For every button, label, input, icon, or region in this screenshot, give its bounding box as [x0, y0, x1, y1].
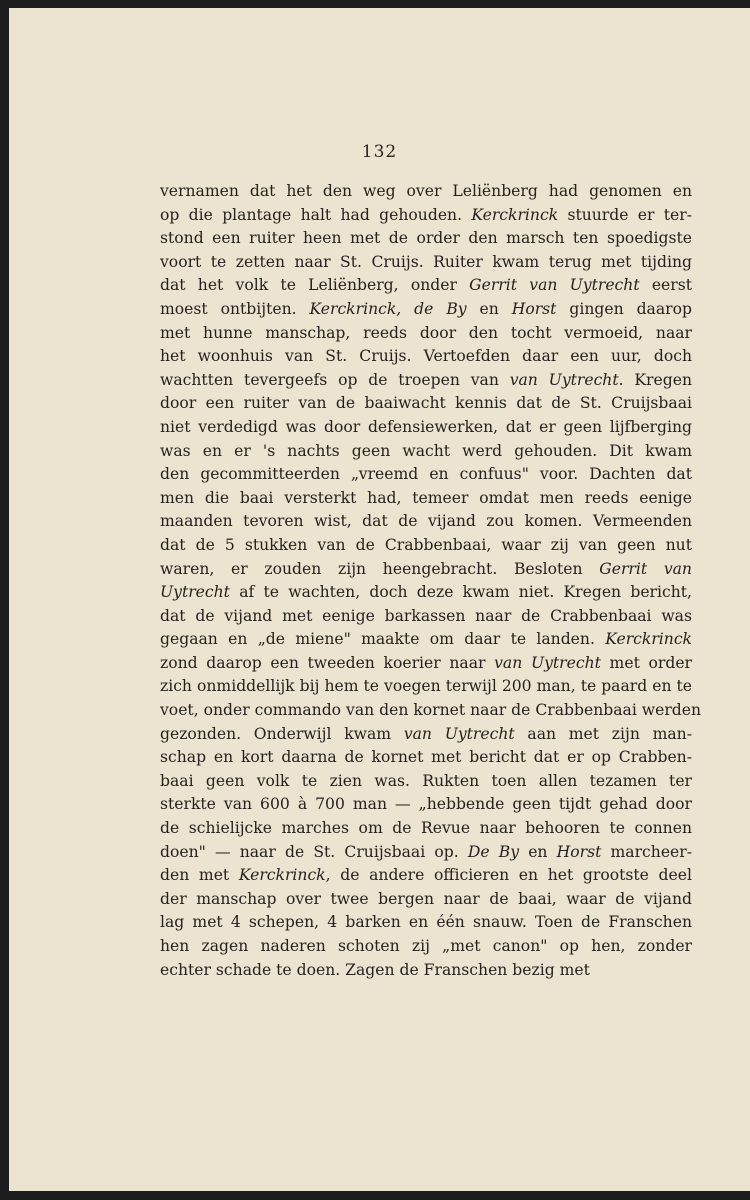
text-line: men die baai versterkt had, temeer omdat men reeds eenige	[160, 488, 692, 507]
text-line: Uytrecht af te wachten, doch deze kwam niet. Kregen bericht,	[160, 583, 692, 602]
text-line: echter schade te doen. Zagen de Franschen bezig met	[160, 960, 590, 979]
italic-name: van Uytrecht	[494, 653, 601, 672]
text-line: wachtten tevergeefs op de troepen van van Uytrecht. Kregen	[160, 370, 692, 389]
text-line: dat het volk te Leliënberg, onder Gerrit van Uytrecht eerst	[160, 276, 693, 295]
body-text	[160, 180, 702, 982]
italic-name: Gerrit van Uytrecht	[469, 276, 640, 295]
text-line: de schielijcke marches om de Revue naar behooren te connen	[160, 819, 692, 838]
italic-name: Uytrecht	[160, 583, 230, 602]
text-line: stond een ruiter heen met de order den marsch ten spoedigste	[160, 229, 692, 248]
text-line: gezonden. Onderwijl kwam van Uytrecht aan met zijn man-	[160, 724, 692, 743]
text-line: den gecommitteerden „vreemd en confuus" voor. Dachten dat	[160, 465, 692, 484]
book-page	[9, 8, 750, 1191]
text-line: moest ontbijten. Kerckrinck, de By en Horst gingen daarop	[160, 299, 692, 318]
text-line: lag met 4 schepen, 4 barken en één snauw. Toen de Franschen	[160, 913, 692, 932]
italic-name: van Uytrecht	[509, 370, 619, 389]
text-line: sterkte van 600 à 700 man — „hebbende geen tijdt gehad door	[160, 795, 692, 814]
italic-name: Horst	[556, 842, 602, 861]
text-line: vernamen dat het den weg over Leliënberg had genomen en	[160, 182, 692, 200]
italic-name: De By	[467, 842, 520, 861]
italic-name: Kerckrinck	[605, 630, 692, 649]
text-line: voort te zetten naar St. Cruijs. Ruiter kwam terug met tijding	[160, 252, 692, 271]
text-line: gegaan en „de miene" maakte om daar te landen. Kerckrinck	[160, 630, 692, 649]
text-line: der manschap over twee bergen naar de baai, waar de vijand	[160, 889, 692, 908]
text-line: baai geen volk te zien was. Rukten toen allen tezamen ter	[160, 771, 692, 790]
text-line: op die plantage halt had gehouden. Kerckrinck stuurde er ter-	[160, 205, 692, 224]
text-line: doen" — naar de St. Cruijsbaai op. De By en Horst marcheer-	[160, 842, 692, 861]
text-line: zond daarop een tweeden koerier naar van Uytrecht met order	[160, 653, 693, 672]
text-line: waren, er zouden zijn heengebracht. Besloten Gerrit van	[160, 559, 692, 578]
italic-name: Kerckrinck, de By	[309, 299, 467, 318]
text-line: voet, onder commando van den kornet naar de Crabbenbaai werden	[160, 701, 702, 720]
text-line: schap en kort daarna de kornet met bericht dat er op Crabben-	[160, 748, 692, 767]
text-line: was en er 's nachts geen wacht werd gehouden. Dit kwam	[160, 441, 692, 460]
text-line: met hunne manschap, reeds door den tocht vermoeid, naar	[160, 323, 692, 342]
text-line: den met Kerckrinck, de andere officieren en het grootste deel	[160, 866, 692, 885]
italic-name: van Uytrecht	[403, 724, 515, 743]
text-line: dat de vijand met eenige barkassen naar de Crabbenbaai was	[160, 606, 692, 625]
text-line: het woonhuis van St. Cruijs. Vertoefden daar een uur, doch	[160, 347, 692, 366]
italic-name: Kerckrinck	[238, 866, 326, 885]
text-line: zich onmiddellijk bij hem te voegen terwijl 200 man, te paard en te	[160, 677, 692, 696]
text-line: door een ruiter van de baaiwacht kennis dat de St. Cruijsbaai	[160, 394, 692, 413]
page-number: 132	[361, 142, 398, 162]
text-line: hen zagen naderen schoten zij „met canon" op hen, zonder	[160, 937, 692, 955]
italic-name: Horst	[511, 299, 557, 318]
italic-name: Gerrit van	[599, 559, 692, 578]
text-line: dat de 5 stukken van de Crabbenbaai, waar zij van geen nut	[160, 535, 692, 554]
italic-name: Kerckrinck	[471, 205, 559, 224]
text-line: niet verdedigd was door defensiewerken, dat er geen lijfberging	[160, 417, 692, 436]
text-line: maanden tevoren wist, dat de vijand zou komen. Vermeenden	[160, 512, 692, 531]
